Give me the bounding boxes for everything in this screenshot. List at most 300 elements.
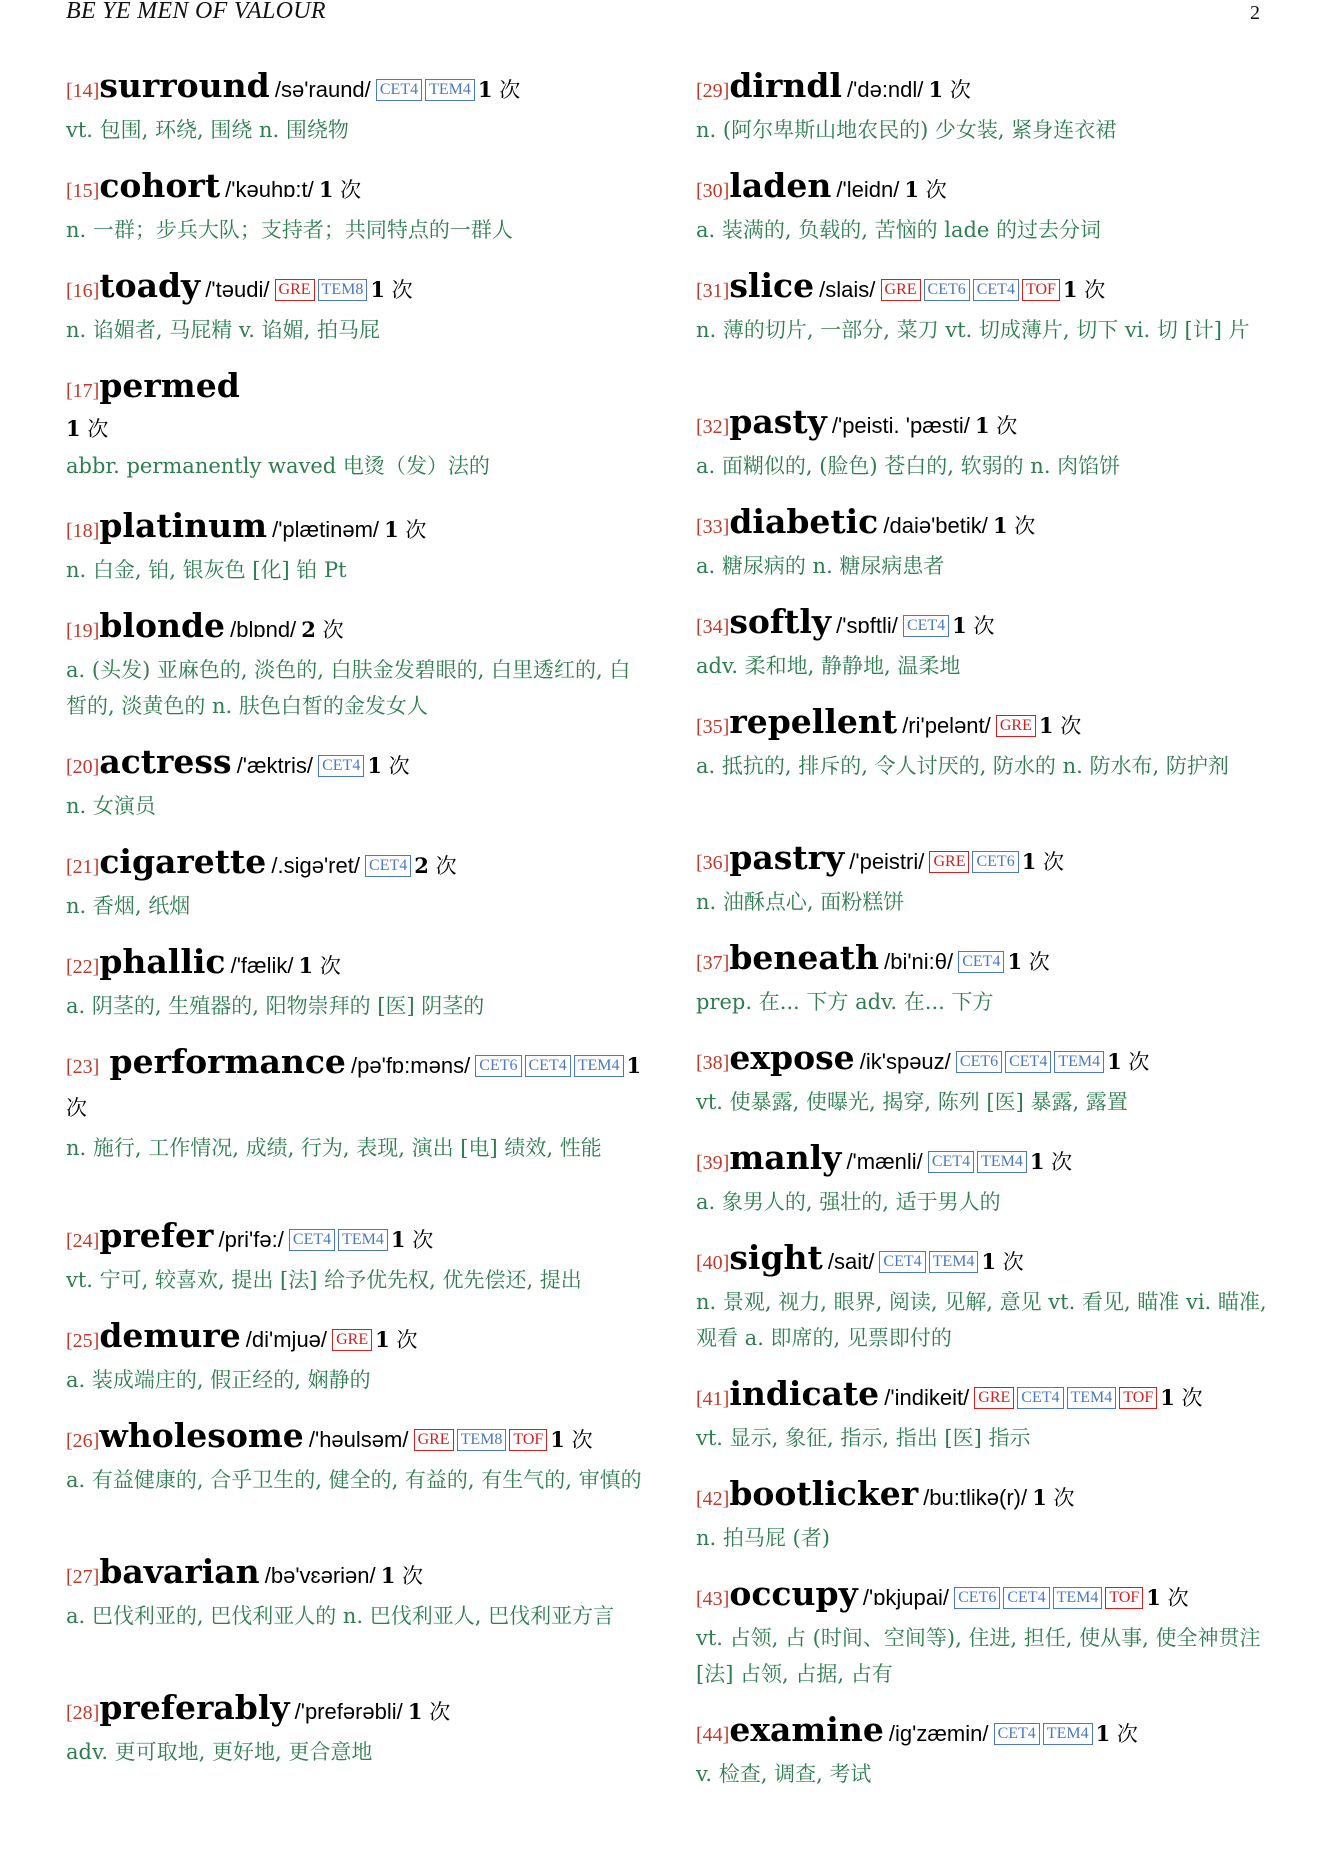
entry-headline [66, 66, 646, 112]
headword: platinum [99, 506, 268, 545]
frequency-number: 1 [66, 416, 81, 441]
frequency-number: 2 [301, 617, 316, 642]
entry-index: [20] [66, 756, 100, 778]
entry-headline [66, 1042, 646, 1130]
exam-tag-badge: GRE [929, 851, 969, 873]
headword: examine [729, 1710, 884, 1749]
frequency-number: 1 [1146, 1585, 1161, 1610]
frequency-unit: 次 [340, 178, 362, 202]
dictionary-entry [66, 1552, 646, 1634]
definition: n. 香烟, 纸烟 [66, 894, 191, 918]
exam-tag-badge: TEM4 [425, 79, 475, 101]
headword: pastry [729, 838, 845, 877]
frequency-unit: 次 [402, 1564, 424, 1588]
pronunciation: /'prefərəbli/ [294, 1699, 403, 1724]
entry-index: [41] [696, 1388, 730, 1410]
entry-headline [696, 502, 1270, 548]
frequency-unit: 次 [388, 754, 410, 778]
frequency-count [1063, 278, 1105, 302]
dictionary-entry [696, 66, 1270, 148]
frequency-number: 1 [1032, 1485, 1047, 1510]
frequency-unit: 次 [1028, 950, 1050, 974]
exam-tag-badge: CET4 [365, 855, 411, 877]
entry-index: [23] [66, 1056, 100, 1078]
definition: n. 景观, 视力, 眼界, 阅读, 见解, 意见 vt. 看见, 瞄准 vi. 瞄准, 观看 a. 即席的, 见票即付的 [696, 1290, 1267, 1350]
definition: n. 薄的切片, 一部分, 菜刀 vt. 切成薄片, 切下 vi. 切 [计] 片 [696, 318, 1250, 342]
frequency-unit: 次 [66, 1096, 87, 1120]
frequency-count [1096, 1722, 1138, 1746]
exam-tag-badge: CET4 [994, 1723, 1040, 1745]
frequency-count [414, 854, 456, 878]
frequency-unit: 次 [429, 1700, 451, 1724]
entry-headline [66, 366, 646, 412]
definition: a. 面糊似的, (脸色) 苍白的, 软弱的 n. 肉馅饼 [696, 454, 1121, 478]
frequency-number: 1 [380, 1563, 396, 1588]
frequency-count [367, 754, 409, 778]
definition: n. (阿尔卑斯山地农民的) 少女装, 紧身连衣裙 [696, 118, 1117, 142]
exam-tag-badge: CET4 [1017, 1387, 1063, 1409]
dictionary-entry [66, 266, 646, 348]
entry-index: [25] [66, 1330, 100, 1352]
headword: bootlicker [729, 1474, 919, 1513]
exam-tag-badge: CET6 [924, 279, 970, 301]
frequency-count [981, 1250, 1023, 1274]
definition: a. 抵抗的, 排斥的, 令人讨厌的, 防水的 n. 防水布, 防护剂 [696, 754, 1229, 778]
pronunciation: /daiə'betik/ [883, 513, 988, 538]
exam-tag-badge: CET6 [956, 1051, 1002, 1073]
definition: abbr. permanently waved 电烫（发）法的 [66, 454, 490, 478]
entry-index: [39] [696, 1152, 730, 1174]
definition: a. 糖尿病的 n. 糖尿病患者 [696, 554, 945, 578]
dictionary-entry [696, 166, 1270, 248]
dictionary-entry [66, 842, 646, 924]
frequency-unit: 次 [1053, 1486, 1075, 1510]
exam-tag-badge: CET4 [1003, 1587, 1049, 1609]
pronunciation: /'fælik/ [230, 953, 294, 978]
exam-tag-badge: TEM4 [1054, 1051, 1104, 1073]
pronunciation: /bu:tlikə(r)/ [923, 1485, 1028, 1510]
frequency-unit: 次 [1167, 1586, 1189, 1610]
exam-tag-badge: TEM4 [1053, 1587, 1103, 1609]
entry-headline [696, 1138, 1270, 1184]
page-header [0, 0, 1322, 28]
exam-tag-badge: CET6 [972, 851, 1018, 873]
definition: n. 施行, 工作情况, 成绩, 行为, 表现, 演出 [电] 绩效, 性能 [66, 1136, 602, 1160]
entry-index: [34] [696, 616, 730, 638]
entry-headline [696, 938, 1270, 984]
dictionary-entry [696, 602, 1270, 684]
pronunciation: /ig'zæmin/ [888, 1721, 989, 1746]
frequency-count [408, 1700, 450, 1724]
definition: a. 阴茎的, 生殖器的, 阳物崇拜的 [医] 阴茎的 [66, 994, 485, 1018]
headword: repellent [729, 702, 898, 741]
frequency-unit: 次 [1084, 278, 1106, 302]
frequency-count [952, 614, 994, 638]
entry-headline [66, 742, 646, 788]
dictionary-entry [66, 506, 646, 588]
pronunciation: /'leidn/ [836, 177, 900, 202]
frequency-number: 1 [318, 177, 334, 202]
dictionary-entry [696, 1574, 1270, 1692]
frequency-count [375, 1328, 417, 1352]
dictionary-entry [66, 366, 646, 484]
exam-tag-badge: TEM4 [338, 1229, 388, 1251]
pronunciation: /sait/ [827, 1249, 875, 1274]
frequency-number: 1 [390, 1227, 406, 1252]
frequency-unit: 次 [1060, 714, 1082, 738]
exam-tag-badge: CET4 [525, 1055, 571, 1077]
exam-tag-badge: CET4 [318, 755, 364, 777]
entry-headline [696, 1710, 1270, 1756]
frequency-count [381, 1564, 423, 1588]
dictionary-entry [696, 1038, 1270, 1120]
exam-tag-badge: GRE [275, 279, 315, 301]
exam-tag-badge: TEM4 [977, 1151, 1027, 1173]
entry-index: [35] [696, 716, 730, 738]
headword: indicate [729, 1374, 880, 1413]
pronunciation: /.sigə'ret/ [271, 853, 360, 878]
entry-index: [32] [696, 416, 730, 438]
dictionary-entry [66, 1316, 646, 1398]
pronunciation: /pə'fɒ:məns/ [351, 1053, 471, 1078]
headword: performance [109, 1042, 346, 1081]
frequency-count [550, 1428, 592, 1452]
headword: laden [729, 166, 832, 205]
definition: vt. 显示, 象征, 指示, 指出 [医] 指示 [696, 1426, 1031, 1450]
pronunciation: /sə'raund/ [274, 77, 371, 102]
frequency-count [929, 78, 971, 102]
entry-headline [696, 1374, 1270, 1420]
headword: demure [99, 1316, 241, 1355]
exam-tag-badge: CET4 [928, 1151, 974, 1173]
frequency-unit: 次 [1043, 850, 1064, 874]
dictionary-entry [66, 1688, 646, 1770]
pronunciation: /ik'spəuz/ [859, 1049, 951, 1074]
entry-index: [24] [66, 1230, 100, 1252]
pronunciation: /'həulsəm/ [308, 1427, 409, 1452]
exam-tag-badge: TEM4 [1043, 1723, 1093, 1745]
pronunciation: /'ɒkjupai/ [862, 1585, 950, 1610]
headword: permed [99, 366, 240, 405]
exam-tag-badge: TOF [1105, 1587, 1143, 1609]
frequency-unit: 次 [396, 1328, 418, 1352]
frequency-unit: 次 [1181, 1386, 1203, 1410]
frequency-number: 1 [981, 1249, 997, 1274]
entry-index: [31] [696, 280, 730, 302]
headword: diabetic [729, 502, 879, 541]
entry-headline [696, 402, 1270, 448]
pronunciation: /bi'ni:θ/ [884, 949, 954, 974]
pronunciation: /slais/ [819, 277, 876, 302]
definition: vt. 使暴露, 使曝光, 揭穿, 陈列 [医] 暴露, 露置 [696, 1090, 1128, 1114]
exam-tag-badge: TEM4 [1067, 1387, 1117, 1409]
frequency-number: 1 [367, 753, 382, 778]
definition: n. 油酥点心, 面粉糕饼 [696, 890, 905, 914]
definition: a. 装满的, 负载的, 苦恼的 lade 的过去分词 [696, 218, 1102, 242]
entry-headline [66, 166, 646, 212]
definition: v. 检查, 调查, 考试 [696, 1762, 872, 1786]
frequency-count [1032, 1486, 1074, 1510]
dictionary-entry [696, 402, 1270, 484]
entry-index: [44] [696, 1724, 730, 1746]
frequency-number: 1 [298, 953, 314, 978]
dictionary-entry [696, 1474, 1270, 1556]
frequency-unit: 次 [949, 78, 971, 102]
entry-index: [27] [66, 1566, 100, 1588]
exam-tag-badge: TEM4 [929, 1251, 979, 1273]
frequency-count [975, 414, 1017, 438]
definition: vt. 占领, 占 (时间、空间等), 住进, 担任, 使从事, 使全神贯注 [法] 占领, 占据, 占有 [696, 1626, 1261, 1686]
definition: vt. 包围, 环绕, 围绕 n. 围绕物 [66, 118, 349, 142]
frequency-unit: 次 [996, 414, 1018, 438]
frequency-count [384, 518, 426, 542]
headword: blonde [99, 606, 226, 645]
definition: n. 女演员 [66, 794, 156, 818]
entry-index: [15] [66, 180, 100, 202]
dictionary-entry [696, 1374, 1270, 1456]
frequency-count [1146, 1586, 1188, 1610]
frequency-count [391, 1228, 433, 1252]
frequency-unit: 次 [1014, 514, 1036, 538]
entry-index: [18] [66, 520, 100, 542]
frequency-count [301, 618, 343, 642]
header-title: BE YE MEN OF VALOUR [66, 0, 326, 24]
entry-headline [66, 506, 646, 552]
definition: adv. 更可取地, 更好地, 更合意地 [66, 1740, 373, 1764]
entry-headline [696, 602, 1270, 648]
pronunciation: /'plætinəm/ [272, 517, 380, 542]
entry-headline [66, 1552, 646, 1598]
exam-tag-badge: CET4 [289, 1229, 335, 1251]
frequency-number: 1 [370, 277, 385, 302]
frequency-unit: 次 [322, 618, 344, 642]
pronunciation: /ri'pelənt/ [902, 713, 991, 738]
dictionary-entry [66, 66, 646, 148]
dictionary-entry [66, 166, 646, 248]
exam-tag-badge: TOF [1022, 279, 1060, 301]
pronunciation: /bə'vɛəriən/ [264, 1563, 376, 1588]
exam-tag-badge: GRE [881, 279, 921, 301]
frequency-count [1022, 850, 1064, 874]
entry-index: [37] [696, 952, 730, 974]
frequency-unit: 次 [435, 854, 457, 878]
frequency-number: 1 [1029, 1149, 1045, 1174]
definition: n. 拍马屁 (者) [696, 1526, 830, 1550]
headword: slice [729, 266, 815, 305]
frequency-unit: 次 [1051, 1150, 1073, 1174]
frequency-count [299, 954, 341, 978]
entry-index: [16] [66, 280, 100, 302]
frequency-count [1007, 950, 1049, 974]
frequency-number: 2 [414, 853, 429, 878]
headword: expose [729, 1038, 855, 1077]
dictionary-entry [696, 1238, 1270, 1356]
headword: bavarian [99, 1552, 260, 1591]
frequency-count [319, 178, 361, 202]
exam-tag-badge: GRE [996, 715, 1036, 737]
definition: a. 装成端庄的, 假正经的, 娴静的 [66, 1368, 371, 1392]
exam-tag-badge: CET4 [879, 1251, 925, 1273]
entry-index: [30] [696, 180, 730, 202]
entry-index: [40] [696, 1252, 730, 1274]
frequency-number: 1 [974, 413, 990, 438]
frequency-number: 1 [928, 77, 944, 102]
entry-index: [21] [66, 856, 100, 878]
entry-index: [28] [66, 1702, 100, 1724]
frequency-number: 1 [952, 613, 967, 638]
entry-headline [66, 1316, 646, 1362]
dictionary-entry [696, 702, 1270, 784]
exam-tag-badge: CET6 [475, 1055, 521, 1077]
definition: prep. 在... 下方 adv. 在... 下方 [696, 990, 994, 1014]
headword: actress [99, 742, 232, 781]
frequency-unit: 次 [973, 614, 995, 638]
frequency-unit: 次 [319, 954, 341, 978]
entry-headline [696, 166, 1270, 212]
frequency-count [1160, 1386, 1202, 1410]
pronunciation: /'æktris/ [236, 753, 313, 778]
frequency-unit: 次 [405, 518, 427, 542]
headword: preferably [99, 1688, 290, 1727]
headword: wholesome [99, 1416, 304, 1455]
frequency-count [993, 514, 1035, 538]
frequency-count [66, 417, 108, 441]
dictionary-entry [696, 838, 1270, 920]
exam-tag-badge: TEM4 [574, 1055, 624, 1077]
frequency-number: 1 [1038, 713, 1054, 738]
entry-headline [696, 838, 1270, 884]
exam-tag-badge: CET4 [973, 279, 1019, 301]
definition: adv. 柔和地, 静静地, 温柔地 [696, 654, 961, 678]
pronunciation: /'də:ndl/ [847, 77, 924, 102]
definition: a. 有益健康的, 合乎卫生的, 健全的, 有益的, 有生气的, 审慎的 [66, 1468, 642, 1492]
pronunciation: /blɒnd/ [230, 617, 297, 642]
headword: beneath [729, 938, 880, 977]
exam-tag-badge: CET4 [958, 951, 1004, 973]
exam-tag-badge: GRE [974, 1387, 1014, 1409]
frequency-unit: 次 [499, 78, 521, 102]
entry-index: [17] [66, 380, 100, 402]
entry-index: [22] [66, 956, 100, 978]
frequency-unit: 次 [1116, 1722, 1138, 1746]
headword: prefer [99, 1216, 214, 1255]
headword: softly [729, 602, 832, 641]
entry-index: [43] [696, 1588, 730, 1610]
headword: manly [729, 1138, 842, 1177]
entry-headline [66, 842, 646, 888]
frequency-number: 1 [904, 177, 920, 202]
frequency-count [1030, 1150, 1072, 1174]
frequency-number: 1 [1062, 277, 1078, 302]
headword: phallic [99, 942, 226, 981]
frequency-number: 1 [477, 77, 493, 102]
pronunciation: /'indikeit/ [884, 1385, 970, 1410]
entry-index: [38] [696, 1052, 730, 1074]
exam-tag-badge: CET4 [903, 615, 949, 637]
frequency-number: 1 [375, 1327, 390, 1352]
frequency-unit: 次 [571, 1428, 593, 1452]
pronunciation: /'mænli/ [846, 1149, 923, 1174]
pronunciation: /'kəuhɒ:t/ [225, 177, 314, 202]
headword: cohort [99, 166, 221, 205]
entry-headline [696, 702, 1270, 748]
entry-index: [36] [696, 852, 730, 874]
entry-index: [19] [66, 620, 100, 642]
exam-tag-badge: CET4 [376, 79, 422, 101]
frequency-unit: 次 [925, 178, 947, 202]
dictionary-entry [66, 606, 646, 724]
definition: n. 一群；步兵大队；支持者；共同特点的一群人 [66, 218, 513, 242]
entry-index: [14] [66, 80, 100, 102]
frequency-unit: 次 [412, 1228, 434, 1252]
exam-tag-badge: CET4 [1005, 1051, 1051, 1073]
frequency-count [478, 78, 520, 102]
headword: dirndl [729, 66, 842, 105]
headword: cigarette [99, 842, 267, 881]
entry-index: [26] [66, 1430, 100, 1452]
entry-headline [696, 1474, 1270, 1520]
frequency-line [66, 412, 646, 448]
entry-index: [33] [696, 516, 730, 538]
entry-headline [696, 66, 1270, 112]
exam-tag-badge: TEM8 [318, 279, 368, 301]
exam-tag-badge: TEM8 [457, 1429, 507, 1451]
frequency-number: 1 [407, 1699, 423, 1724]
definition: n. 谄媚者, 马屁精 v. 谄媚, 拍马屁 [66, 318, 380, 342]
headword: pasty [729, 402, 827, 441]
frequency-number: 1 [1160, 1385, 1175, 1410]
exam-tag-badge: GRE [332, 1329, 372, 1351]
entry-headline [696, 266, 1270, 312]
exam-tag-badge: GRE [414, 1429, 454, 1451]
entry-index: [29] [696, 80, 730, 102]
frequency-count [1039, 714, 1081, 738]
entry-headline [66, 606, 646, 652]
dictionary-entry [66, 1216, 646, 1298]
frequency-unit: 次 [391, 278, 413, 302]
pronunciation: /pri'fə:/ [218, 1227, 284, 1252]
frequency-unit: 次 [87, 417, 109, 441]
definition: a. (头发) 亚麻色的, 淡色的, 白肤金发碧眼的, 白里透红的, 白皙的, 淡黄色的 n. 肤色白皙的金发女人 [66, 658, 631, 718]
dictionary-entry [66, 1416, 646, 1498]
entry-headline [66, 266, 646, 312]
exam-tag-badge: TOF [1119, 1387, 1157, 1409]
dictionary-entry [696, 938, 1270, 1020]
frequency-number: 1 [1107, 1049, 1122, 1074]
dictionary-entry [66, 1042, 646, 1166]
dictionary-entry [696, 502, 1270, 584]
frequency-number: 1 [550, 1427, 565, 1452]
definition: a. 象男人的, 强壮的, 适于男人的 [696, 1190, 1001, 1214]
page-number: 2 [1250, 2, 1260, 24]
entry-headline [66, 1416, 646, 1462]
entry-headline [696, 1238, 1270, 1284]
pronunciation: /di'mjuə/ [245, 1327, 328, 1352]
dictionary-entry [66, 742, 646, 824]
frequency-number: 1 [1021, 849, 1037, 874]
entry-headline [696, 1038, 1270, 1084]
frequency-unit: 次 [1002, 1250, 1024, 1274]
definition: vt. 宁可, 较喜欢, 提出 [法] 给予优先权, 优先偿还, 提出 [66, 1268, 582, 1292]
pronunciation: /'təudi/ [205, 277, 270, 302]
dictionary-entry [696, 266, 1270, 348]
pronunciation: /'sɒftli/ [836, 613, 898, 638]
frequency-count [1107, 1050, 1149, 1074]
entry-index: [42] [696, 1488, 730, 1510]
entry-headline [696, 1574, 1270, 1620]
frequency-count [370, 278, 412, 302]
dictionary-entry [696, 1710, 1270, 1792]
